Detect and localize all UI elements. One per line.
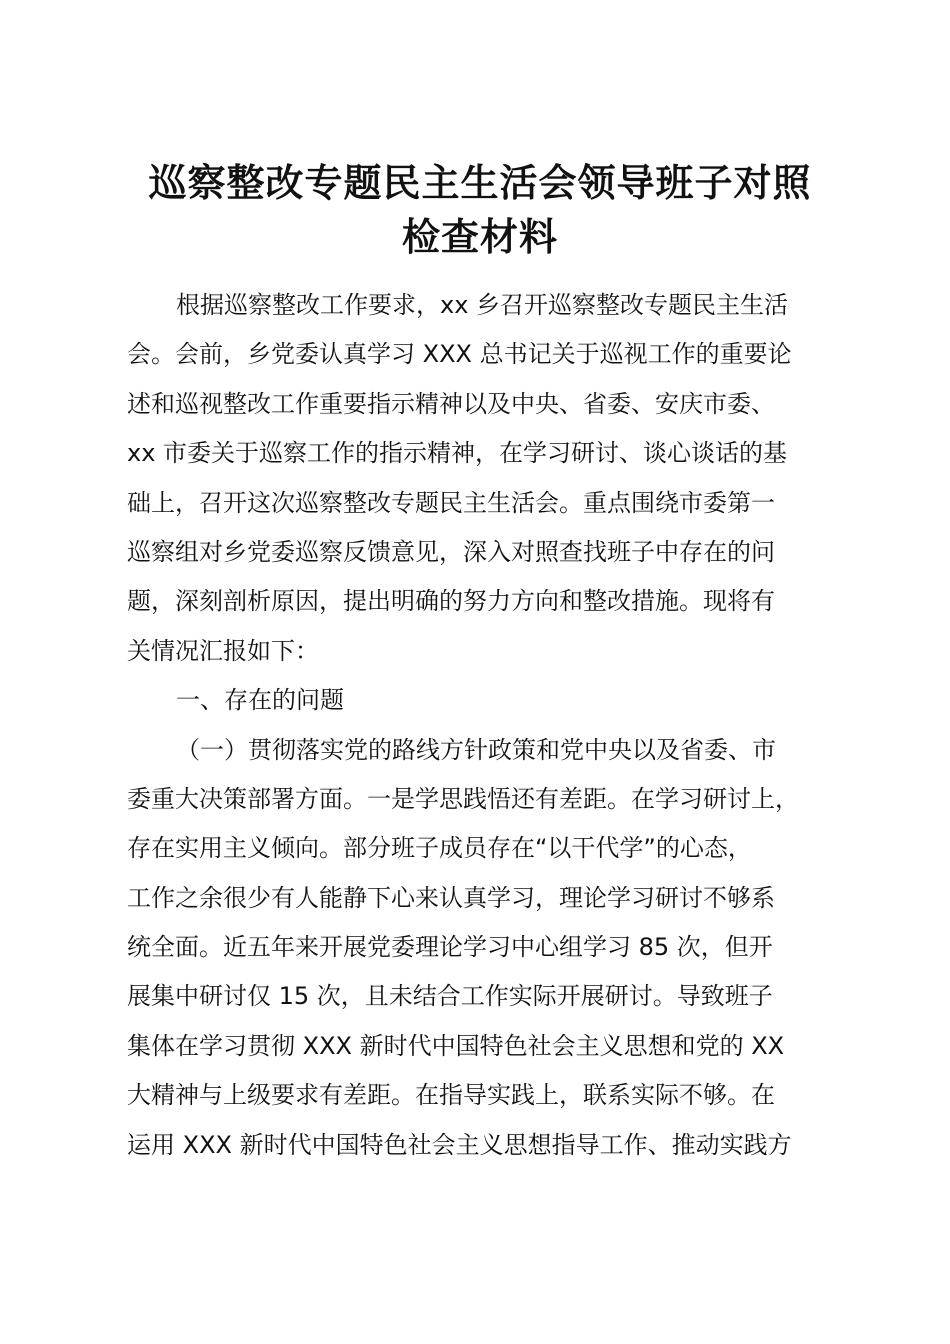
text-line: 会。会前，乡党委认真学习 XXX 总书记关于巡视工作的重要论 <box>127 340 792 369</box>
subsection-heading-line: （一）贯彻落实党的路线方针政策和党中央以及省委、市 <box>176 735 776 764</box>
document-title <box>110 156 850 264</box>
text-line: 述和巡视整改工作重要指示精神以及中央、省委、安庆市委、 <box>127 389 775 418</box>
text-line: 巡察组对乡党委巡察反馈意见，深入对照查找班子中存在的问 <box>127 537 775 566</box>
text-line: 根据巡察整改工作要求，xx 乡召开巡察整改专题民主生活 <box>176 291 789 319</box>
text-line: 础上，召开这次巡察整改专题民主生活会。重点围绕市委第一 <box>127 488 775 517</box>
text-line: 委重大决策部署方面。一是学思践悟还有差距。在学习研讨上， <box>127 784 799 813</box>
text-line: 关情况汇报如下： <box>127 636 319 665</box>
text-line: 大精神与上级要求有差距。在指导实践上，联系实际不够。在 <box>127 1081 775 1110</box>
text-line: 题，深刻剖析原因，提出明确的努力方向和整改措施。现将有 <box>127 587 775 616</box>
title-line-2: 检查材料 <box>401 214 558 259</box>
text-line: xx 市委关于巡察工作的指示精神，在学习研讨、谈心谈话的基 <box>127 439 788 468</box>
text-line: 统全面。近五年来开展党委理论学习中心组学习 85 次，但开 <box>127 933 773 962</box>
document-body <box>127 281 847 1170</box>
section-heading: 一、存在的问题 <box>176 686 344 715</box>
text-line: 工作之余很少有人能静下心来认真学习，理论学习研讨不够系 <box>127 883 775 912</box>
text-line: 集体在学习贯彻 XXX 新时代中国特色社会主义思想和党的 XX <box>127 1031 785 1060</box>
text-line: 展集中研讨仅 15 次，且未结合工作实际开展研讨。导致班子 <box>127 982 773 1011</box>
text-line: 存在实用主义倾向。部分班子成员存在“以干代学”的心态， <box>127 834 752 863</box>
text-line: 运用 XXX 新时代中国特色社会主义思想指导工作、推动实践方 <box>127 1130 792 1159</box>
title-line-1: 巡察整改专题民主生活会领导班子对照 <box>148 160 812 205</box>
